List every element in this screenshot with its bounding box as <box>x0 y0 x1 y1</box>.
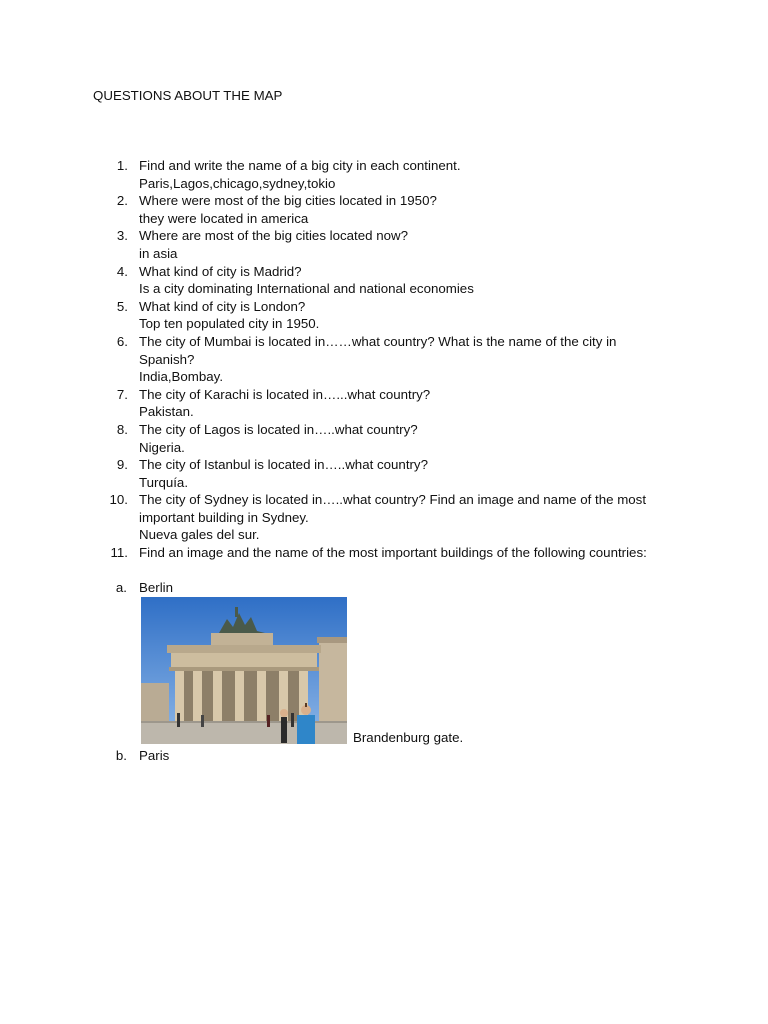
question-text: Find an image and the name of the most important buildings of the following countries: <box>139 545 647 561</box>
question-item <box>0 491 659 526</box>
photo-row <box>0 597 768 747</box>
answer-text: Nigeria. <box>139 439 185 455</box>
answer-text: India,Bombay. <box>139 369 224 385</box>
question-number: 6. <box>116 333 128 349</box>
answer-text: Paris,Lagos,chicago,sydney,tokio <box>139 175 336 191</box>
brandenburg-gate-photo <box>141 597 347 744</box>
question-item <box>0 157 659 175</box>
question-number: 10. <box>109 492 128 508</box>
question-number: 3. <box>116 228 128 244</box>
question-number: 4. <box>116 263 128 279</box>
question-list <box>0 157 768 764</box>
question-text: The city of Karachi is located in…...what country? <box>139 386 431 402</box>
answer-text: Turquía. <box>139 474 189 490</box>
question-item <box>0 386 659 404</box>
question-number: 1. <box>116 158 128 173</box>
sub-item-label: Paris <box>139 747 170 763</box>
answer-text: Is a city dominating International and national economies <box>139 281 474 297</box>
question-text: The city of Sydney is located in…..what country? Find an image and name of the most important building in Sydney. <box>139 492 647 525</box>
sub-item-label: Berlin <box>139 580 173 596</box>
answer-text: in asia <box>139 245 178 261</box>
answer-text: Pakistan. <box>139 404 194 420</box>
photo-caption: Brandenburg gate. <box>353 730 464 746</box>
question-item <box>0 298 659 316</box>
page-title: QUESTIONS ABOUT THE MAP <box>93 88 283 103</box>
sub-item-letter: a. <box>115 580 127 596</box>
question-item <box>0 227 659 245</box>
question-item <box>0 192 659 210</box>
question-number: 9. <box>116 457 128 473</box>
sub-item-letter: b. <box>115 747 127 763</box>
question-text: The city of Istanbul is located in…..what country? <box>139 457 428 473</box>
question-item <box>0 421 659 439</box>
question-text: Where were most of the big cities located in 1950? <box>139 193 437 209</box>
question-number: 11. <box>110 545 128 561</box>
question-text: What kind of city is Madrid? <box>139 263 302 279</box>
question-item <box>0 544 659 562</box>
sub-item-paris <box>0 747 768 765</box>
question-number: 8. <box>116 421 128 437</box>
answer-text: Nueva gales del sur. <box>139 527 260 543</box>
sub-item-berlin <box>0 579 768 597</box>
question-text: Where are most of the big cities located now? <box>139 228 409 244</box>
question-item <box>0 456 659 474</box>
question-text: Find and write the name of a big city in each continent. <box>139 158 461 173</box>
question-text: The city of Mumbai is located in……what country? What is the name of the city in Spanish? <box>139 333 617 367</box>
question-text: What kind of city is London? <box>139 298 306 314</box>
question-number: 5. <box>116 298 128 314</box>
answer-text: they were located in america <box>139 210 309 226</box>
question-item <box>0 263 659 281</box>
answer-text: Top ten populated city in 1950. <box>139 316 320 332</box>
question-number: 2. <box>116 193 128 209</box>
question-text: The city of Lagos is located in…..what country? <box>139 421 418 437</box>
question-number: 7. <box>116 386 128 402</box>
question-item <box>0 333 659 368</box>
